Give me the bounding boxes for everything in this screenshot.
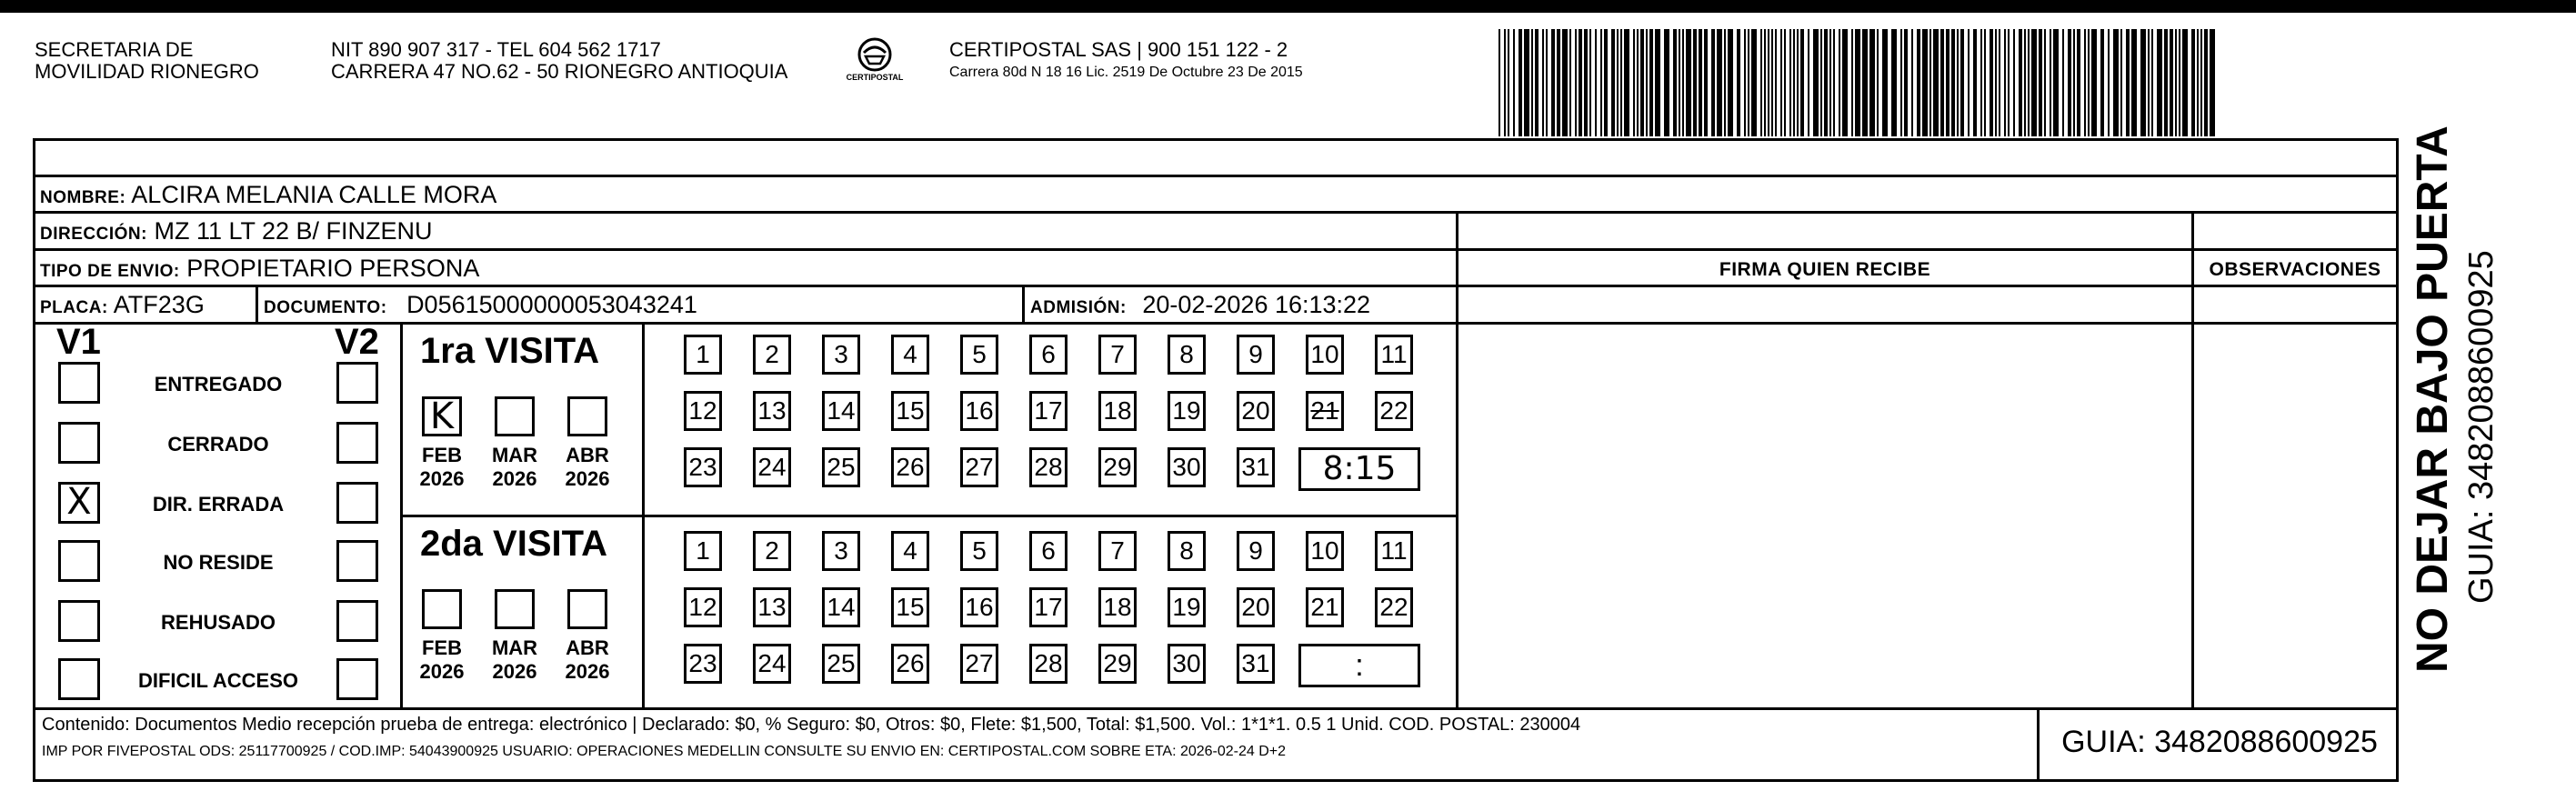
visit1-month-label: FEB	[422, 444, 462, 466]
barcode-bar	[1524, 29, 1529, 136]
barcode-bar	[1764, 29, 1766, 136]
visit2-day-box[interactable]: 7	[1098, 531, 1137, 571]
barcode-bar	[2170, 29, 2173, 136]
barcode-bar	[1704, 29, 1708, 136]
barcode-bar	[1780, 29, 1782, 136]
visit2-day-box[interactable]: 30	[1168, 644, 1206, 684]
v1-checkbox[interactable]	[58, 482, 100, 524]
barcode-bar	[1557, 29, 1560, 136]
visit2-month-checkbox[interactable]	[422, 589, 462, 629]
visit1-day-box[interactable]: 2	[753, 335, 791, 375]
v2-checkbox[interactable]	[336, 658, 378, 700]
barcode-bar	[1933, 29, 1939, 136]
visit1-day-box[interactable]: 27	[960, 447, 998, 487]
visit2-day-box[interactable]: 21	[1306, 587, 1344, 627]
barcode-bar	[1940, 29, 1944, 136]
status-label: NO RESIDE	[163, 551, 274, 574]
barcode-bar	[2013, 29, 2015, 136]
barcode-bar	[1724, 29, 1726, 136]
visit2-day-box[interactable]: 15	[891, 587, 929, 627]
barcode-bar	[1829, 29, 1831, 136]
v1-checkbox[interactable]	[58, 540, 100, 582]
barcode-bar	[1775, 29, 1777, 136]
footer-content-line: Contenido: Documentos Medio recepción prueba de entrega: electrónico | Declarado: $0, % Seguro: $0, Otros: $0, Flete: $1,500, Total: $1,500. Vol.: 1*1*1. 0.5 1 Unid. COD. POSTAL: 230004	[42, 715, 1581, 735]
footer-divider	[33, 707, 2399, 710]
visit1-day-box[interactable]: 16	[960, 391, 998, 431]
visit1-day-box[interactable]: 11	[1375, 335, 1413, 375]
visit1-day-box[interactable]: 7	[1098, 335, 1137, 375]
barcode-bar	[1595, 29, 1597, 136]
barcode-bar	[2044, 29, 2046, 136]
visit2-month-label: ABR	[566, 636, 609, 659]
barcode-bar	[2004, 29, 2006, 136]
nit-phone: NIT 890 907 317 - TEL 604 562 1717	[331, 38, 661, 61]
visit2-day-box[interactable]: 14	[822, 587, 860, 627]
firma-label: FIRMA QUIEN RECIBE	[1719, 259, 1931, 280]
v2-label: V2	[335, 322, 379, 362]
visit2-day-box[interactable]: 31	[1237, 644, 1275, 684]
barcode-bar	[2191, 29, 2195, 136]
barcode-bar	[1620, 29, 1622, 136]
visit1-day-box[interactable]: 28	[1029, 447, 1067, 487]
barcode-bar	[2140, 29, 2146, 136]
barcode-bar	[2028, 29, 2030, 136]
visit1-month-checkbox[interactable]	[422, 396, 462, 436]
org-address: CARRERA 47 NO.62 - 50 RIONEGRO ANTIOQUIA	[331, 60, 788, 83]
barcode-bar	[2077, 29, 2080, 136]
barcode-bar	[2157, 29, 2162, 136]
visit2-day-box[interactable]: 27	[960, 644, 998, 684]
visit1-month-checkbox[interactable]	[495, 396, 535, 436]
barcode-bar	[1929, 29, 1931, 136]
barcode-bar	[1728, 29, 1733, 136]
barcode-bar	[2120, 29, 2122, 136]
barcode-bar	[1820, 29, 1822, 136]
barcode-bar	[1911, 29, 1913, 136]
visit2-day-box[interactable]: 5	[960, 531, 998, 571]
tipo-envio-label: TIPO DE ENVIO:	[40, 262, 180, 281]
barcode-bar	[1751, 29, 1757, 136]
barcode-bar	[2088, 29, 2090, 136]
barcode-bar	[1624, 29, 1629, 136]
barcode-bar	[1904, 29, 1908, 136]
visit2-day-box[interactable]: 19	[1168, 587, 1206, 627]
visit1-day-box[interactable]: 21	[1306, 391, 1344, 431]
visit1-day-box[interactable]: 25	[822, 447, 860, 487]
visit1-month-label: ABR	[566, 444, 609, 466]
visit1-day-box[interactable]: 23	[684, 447, 722, 487]
status-label: CERRADO	[167, 433, 269, 456]
visit1-day-box[interactable]: 8	[1168, 335, 1206, 375]
barcode-bar	[1682, 29, 1684, 136]
visit2-day-box[interactable]: 6	[1029, 531, 1067, 571]
barcode-bar	[1968, 29, 1970, 136]
barcode-bar	[1611, 29, 1615, 136]
barcode-bar	[1748, 29, 1749, 136]
visit1-month-mark: K	[429, 396, 455, 437]
barcode-bar	[2062, 29, 2064, 136]
barcode-bar	[1999, 29, 2000, 136]
barcode-bar	[2197, 29, 2199, 136]
visit1-day-box[interactable]: 31	[1237, 447, 1275, 487]
row-divider	[33, 322, 2399, 325]
barcode-bar	[2100, 29, 2104, 136]
logo-text: CERTIPOSTAL	[846, 73, 904, 82]
barcode-bar	[2131, 29, 2137, 136]
side-guia: GUIA: 3482088600925	[2462, 250, 2501, 604]
barcode-bar	[1584, 29, 1588, 136]
barcode-bar	[2179, 29, 2180, 136]
visit2-day-box[interactable]: 22	[1375, 587, 1413, 627]
visit2-day-box[interactable]: 2	[753, 531, 791, 571]
status-label: DIFICIL ACCESO	[137, 669, 298, 692]
placa-value: ATF23G	[113, 291, 205, 318]
barcode-bar	[1917, 29, 1920, 136]
v1-checkbox[interactable]	[58, 658, 100, 700]
barcode-bar	[1673, 29, 1677, 136]
barcode-bar	[2175, 29, 2177, 136]
visit1-day-box[interactable]: 26	[891, 447, 929, 487]
tipo-envio-row	[35, 251, 1453, 285]
barcode-bar	[2148, 29, 2150, 136]
barcode-bar	[2200, 29, 2202, 136]
barcode-bar	[1589, 29, 1591, 136]
barcode-bar	[1800, 29, 1804, 136]
barcode-bar	[1498, 29, 1500, 136]
barcode-bar	[2050, 29, 2051, 136]
visit2-day-box[interactable]: 25	[822, 644, 860, 684]
barcode-bar	[1900, 29, 1902, 136]
barcode-bar	[1686, 29, 1691, 136]
barcode-bar	[1649, 29, 1653, 136]
barcode-bar	[1957, 29, 1959, 136]
barcode-bar	[1508, 29, 1509, 136]
visit2-day-box[interactable]: 11	[1375, 531, 1413, 571]
barcode-bar	[2164, 29, 2168, 136]
barcode-bar	[1808, 29, 1809, 136]
v1-checkbox[interactable]	[58, 422, 100, 464]
visit1-month-label: MAR	[491, 444, 538, 466]
visit2-day-box[interactable]: 3	[822, 531, 860, 571]
barcode-bar	[2108, 29, 2110, 136]
barcode-bar	[1784, 29, 1786, 136]
visit2-day-box[interactable]: 18	[1098, 587, 1137, 627]
barcode-bar	[2113, 29, 2119, 136]
direccion-row	[35, 214, 1398, 248]
nombre-value: ALCIRA MELANIA CALLE MORA	[131, 181, 497, 208]
visit2-day-box[interactable]: 13	[753, 587, 791, 627]
visit2-day-box[interactable]: 1	[684, 531, 722, 571]
visit1-day-box[interactable]: 18	[1098, 391, 1137, 431]
barcode-bar	[1519, 29, 1522, 136]
barcode-bar	[1655, 29, 1660, 136]
visit2-day-box[interactable]: 26	[891, 644, 929, 684]
barcode-bar	[1833, 29, 1835, 136]
barcode-bar	[2053, 29, 2059, 136]
visit2-time-box[interactable]: :	[1298, 644, 1420, 687]
barcode-bar	[1569, 29, 1571, 136]
barcode-bar	[1922, 29, 1928, 136]
barcode-bar	[1771, 29, 1773, 136]
visit1-day-box[interactable]: 29	[1098, 447, 1137, 487]
barcode-bar	[1990, 29, 1993, 136]
documento-label: DOCUMENTO:	[264, 298, 387, 317]
visit2-month-year: 2026	[419, 660, 465, 683]
placa-cell	[35, 287, 253, 322]
barcode-bar	[1579, 29, 1582, 136]
v1-checkbox[interactable]	[58, 362, 100, 404]
barcode-bar	[2008, 29, 2010, 136]
org-name-line2: MOVILIDAD RIONEGRO	[35, 60, 259, 83]
barcode-bar	[2073, 29, 2075, 136]
visit1-day-box[interactable]: 14	[822, 391, 860, 431]
nombre-row	[35, 177, 1398, 212]
visit1-day-box[interactable]: 19	[1168, 391, 1206, 431]
barcode-bar	[2204, 29, 2208, 136]
visit2-day-box[interactable]: 8	[1168, 531, 1206, 571]
v1-checkbox[interactable]	[58, 600, 100, 642]
nombre-label: NOMBRE:	[40, 188, 126, 207]
footer-print-line: IMP POR FIVEPOSTAL ODS: 25117700925 / COD.IMP: 54043900925 USUARIO: OPERACIONES MEDELLIN CONSULTE SU ENVIO EN: CERTIPOSTAL.COM SOBRE ETA: 2026-02-24 D+2	[42, 744, 1287, 759]
tipo-envio-value: PROPIETARIO PERSONA	[186, 255, 480, 282]
barcode-bar	[1604, 29, 1608, 136]
barcode-bar	[1693, 29, 1697, 136]
v2-checkbox[interactable]	[336, 540, 378, 582]
top-border	[0, 0, 2576, 13]
visit2-day-box[interactable]: 4	[891, 531, 929, 571]
footer-guia-divider	[2037, 707, 2040, 782]
admision-cell	[1025, 287, 1454, 322]
barcode-bar	[1891, 29, 1897, 136]
side-warning: NO DEJAR BAJO PUERTA	[2409, 125, 2457, 673]
header-divider	[1456, 248, 2399, 251]
visit2-day-box[interactable]: 17	[1029, 587, 1067, 627]
v2-checkbox[interactable]	[336, 600, 378, 642]
visit2-month-checkbox[interactable]	[495, 589, 535, 629]
barcode-bar	[1793, 29, 1795, 136]
barcode-bar	[1717, 29, 1722, 136]
barcode-bar	[1546, 29, 1548, 136]
visit1-month-year: 2026	[419, 467, 465, 490]
direccion-label: DIRECCIÓN:	[40, 225, 147, 244]
visit1-day-box[interactable]: 12	[684, 391, 722, 431]
barcode	[1498, 29, 2217, 136]
visit2-month-checkbox[interactable]	[567, 589, 607, 629]
visit1-day-box[interactable]: 24	[753, 447, 791, 487]
documento-cell	[258, 287, 1022, 322]
v1-checkmark: X	[66, 481, 92, 523]
barcode-bar	[1637, 29, 1639, 136]
visit1-day-box[interactable]: 3	[822, 335, 860, 375]
barcode-bar	[2210, 29, 2215, 136]
observaciones-label: OBSERVACIONES	[2209, 259, 2381, 280]
barcode-bar	[1679, 29, 1680, 136]
barcode-bar	[1535, 29, 1539, 136]
barcode-bar	[2151, 29, 2153, 136]
visit1-day-box[interactable]: 30	[1168, 447, 1206, 487]
barcode-bar	[2182, 29, 2188, 136]
barcode-bar	[1633, 29, 1635, 136]
spacer	[35, 288, 40, 289]
visit1-month-year: 2026	[492, 467, 537, 490]
barcode-bar	[1995, 29, 1997, 136]
barcode-bar	[1562, 29, 1568, 136]
footer-guia: GUIA: 3482088600925	[2061, 725, 2378, 759]
barcode-bar	[1542, 29, 1544, 136]
barcode-bar	[1760, 29, 1762, 136]
visit2-day-box[interactable]: 24	[753, 644, 791, 684]
visit1-day-box[interactable]: 5	[960, 335, 998, 375]
barcode-bar	[1797, 29, 1799, 136]
barcode-bar	[2024, 29, 2026, 136]
barcode-bar	[1839, 29, 1840, 136]
status-label: DIR. ERRADA	[152, 493, 285, 516]
barcode-bar	[2068, 29, 2071, 136]
placa-label: PLACA:	[40, 298, 108, 317]
visit2-day-box[interactable]: 29	[1098, 644, 1137, 684]
v1-label: V1	[56, 322, 101, 362]
barcode-bar	[1862, 29, 1868, 136]
barcode-bar	[2084, 29, 2086, 136]
status-label: REHUSADO	[161, 611, 276, 634]
visit1-day-box[interactable]: 4	[891, 335, 929, 375]
barcode-bar	[1855, 29, 1860, 136]
company-license: Carrera 80d N 18 16 Lic. 2519 De Octubre 23 De 2015	[949, 65, 1303, 80]
barcode-bar	[1851, 29, 1853, 136]
barcode-bar	[1504, 29, 1506, 136]
header-divider	[1456, 285, 2399, 287]
visit1-day-box[interactable]: 15	[891, 391, 929, 431]
admision-label: ADMISIÓN:	[1030, 298, 1127, 317]
visit2-month-year: 2026	[565, 660, 610, 683]
admision-value: 20-02-2026 16:13:22	[1142, 291, 1371, 318]
barcode-bar	[1600, 29, 1602, 136]
visit1-month-checkbox[interactable]	[567, 396, 607, 436]
barcode-bar	[1646, 29, 1648, 136]
documento-value: D05615000000053043241	[406, 291, 697, 318]
barcode-bar	[1531, 29, 1533, 136]
visit2-month-label: MAR	[491, 636, 538, 659]
barcode-bar	[2039, 29, 2042, 136]
barcode-bar	[1946, 29, 1950, 136]
barcode-bar	[1869, 29, 1875, 136]
barcode-bar	[1744, 29, 1746, 136]
barcode-bar	[1551, 29, 1555, 136]
company-name: CERTIPOSTAL SAS | 900 151 122 - 2	[949, 38, 1288, 61]
barcode-bar	[1513, 29, 1515, 136]
barcode-bar	[1711, 29, 1715, 136]
barcode-bar	[1699, 29, 1702, 136]
visit1-time-box[interactable]: 8:15	[1298, 447, 1420, 491]
visit2-day-box[interactable]: 23	[684, 644, 722, 684]
barcode-bar	[2019, 29, 2022, 136]
visit-divider	[400, 515, 1456, 517]
visit2-day-box[interactable]: 28	[1029, 644, 1067, 684]
visit2-day-box[interactable]: 10	[1306, 531, 1344, 571]
barcode-bar	[1617, 29, 1619, 136]
barcode-bar	[1737, 29, 1740, 136]
barcode-bar	[2091, 29, 2097, 136]
barcode-bar	[1882, 29, 1888, 136]
visit1-day-box[interactable]: 10	[1306, 335, 1344, 375]
barcode-bar	[1575, 29, 1577, 136]
visit2-month-year: 2026	[492, 660, 537, 683]
visit1-day-box[interactable]: 22	[1375, 391, 1413, 431]
visit1-day-box[interactable]: 6	[1029, 335, 1067, 375]
barcode-bar	[1960, 29, 1964, 136]
visit2-title: 2da VISITA	[420, 524, 607, 564]
visit2-day-box[interactable]: 16	[960, 587, 998, 627]
visit1-day-box[interactable]: 20	[1237, 391, 1275, 431]
barcode-bar	[1973, 29, 1977, 136]
visit1-day-box[interactable]: 17	[1029, 391, 1067, 431]
visit2-day-box[interactable]: 12	[684, 587, 722, 627]
visit1-day-box[interactable]: 9	[1237, 335, 1275, 375]
barcode-bar	[1640, 29, 1644, 136]
certipostal-logo	[838, 35, 911, 85]
barcode-bar	[1789, 29, 1791, 136]
barcode-bar	[1842, 29, 1848, 136]
visit1-title: 1ra VISITA	[420, 331, 600, 371]
status-label: ENTREGADO	[154, 373, 283, 396]
barcode-bar	[2126, 29, 2130, 136]
org-name-line1: SECRETARIA DE	[35, 38, 194, 61]
visit2-day-box[interactable]: 9	[1237, 531, 1275, 571]
barcode-bar	[1980, 29, 1982, 136]
barcode-bar	[1984, 29, 1986, 136]
visit1-day-box[interactable]: 13	[753, 391, 791, 431]
barcode-bar	[2031, 29, 2037, 136]
visit1-day-box[interactable]: 1	[684, 335, 722, 375]
barcode-bar	[1877, 29, 1879, 136]
barcode-bar	[1664, 29, 1669, 136]
barcode-bar	[1813, 29, 1819, 136]
barcode-bar	[1824, 29, 1828, 136]
spacer	[35, 287, 40, 288]
barcode-bar	[1768, 29, 1769, 136]
v2-checkbox[interactable]	[336, 422, 378, 464]
visit2-day-box[interactable]: 20	[1237, 587, 1275, 627]
v2-checkbox[interactable]	[336, 362, 378, 404]
visit1-month-year: 2026	[565, 467, 610, 490]
v2-checkbox[interactable]	[336, 482, 378, 524]
direccion-value: MZ 11 LT 22 B/ FINZENU	[154, 217, 433, 245]
visit2-month-label: FEB	[422, 636, 462, 659]
barcode-bar	[1951, 29, 1955, 136]
